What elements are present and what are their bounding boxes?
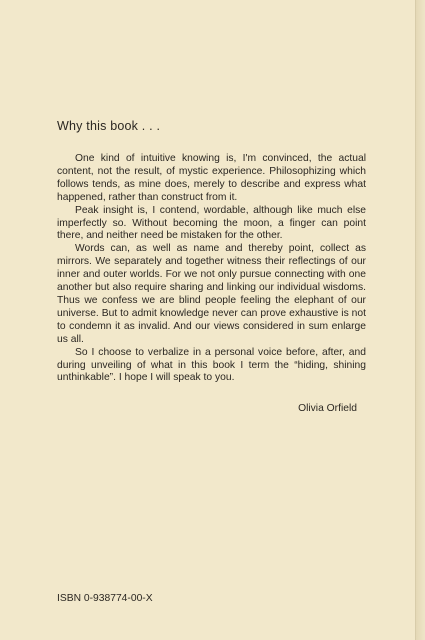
paragraph-1: One kind of intuitive knowing is, I'm convinced, the actual content, not the result, of mystic experience. Philosophizing which follows tends, as mine does, merely to describe and express what happened, rather than construct from it. [57, 153, 366, 203]
body-text [57, 153, 366, 385]
section-heading: Why this book . . . [57, 119, 161, 133]
paragraph-3: Words can, as well as name and thereby point, collect as mirrors. We separately and together witness their reflectings of our inner and outer worlds. For we not only pursue connecting with one another but also require sharing and linking our individual wisdoms. Thus we confess we are blind people feeling the elephant of our universe. But to admit knowledge never can prove exhaustive is not to condemn it as invalid. And our views considered in sum enlarge us all. [57, 243, 366, 345]
isbn-number: ISBN 0-938774-00-X [57, 593, 153, 604]
page-edge [416, 0, 425, 640]
paragraph-2: Peak insight is, I contend, wordable, although like much else imperfectly so. Without becoming the moon, a finger can point there, and neither need be mistaken for the other. [57, 204, 366, 242]
author-signature: Olivia Orfield [298, 403, 357, 414]
paragraph-4: So I choose to verbalize in a personal voice before, after, and during unveiling of what in this book I term the “hiding, shining unthinkable”. I hope I will speak to you. [57, 346, 366, 384]
